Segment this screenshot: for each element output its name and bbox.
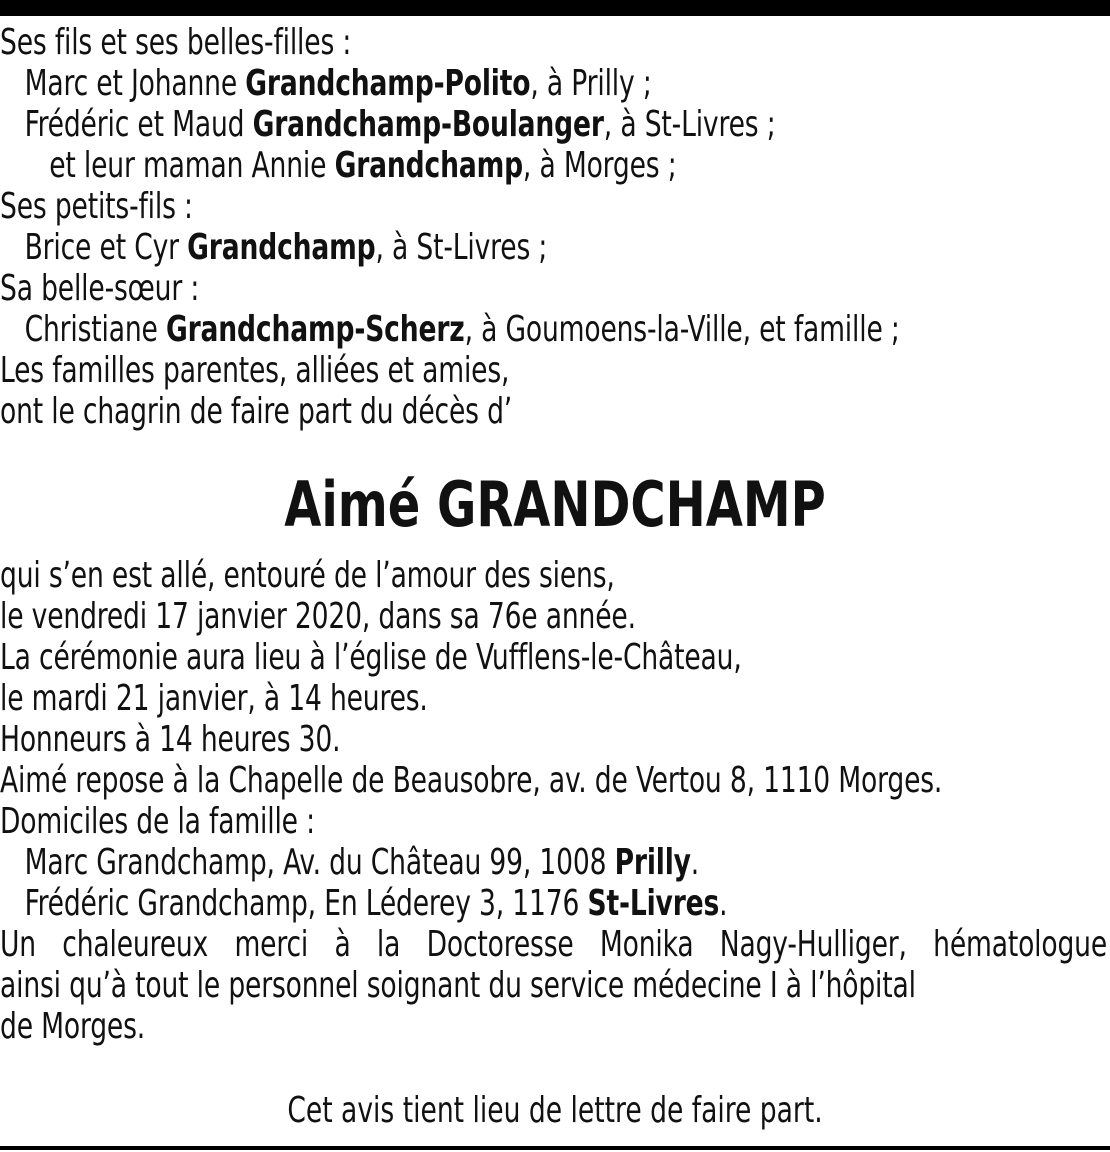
detail-line-4: le mardi 21 janvier, à 14 heures. bbox=[0, 678, 428, 719]
domicile-line-2: Frédéric Grandchamp, En Léderey 3, 1176 St-Livres. bbox=[24, 883, 728, 924]
top-rule bbox=[0, 0, 1110, 16]
footer-note: Cet avis tient lieu de lettre de faire part. bbox=[287, 1090, 823, 1131]
sister-heading: Sa belle-sœur : bbox=[0, 268, 200, 309]
family-line-son1: Marc et Johanne Grandchamp-Polito, à Prilly ; bbox=[24, 63, 652, 104]
domicile-line-1: Marc Grandchamp, Av. du Château 99, 1008 Prilly. bbox=[24, 842, 700, 883]
family-line-sister: Christiane Grandchamp-Scherz, à Goumoens-la-Ville, et famille ; bbox=[24, 309, 900, 350]
detail-line-1: qui s’en est allé, entouré de l’amour des siens, bbox=[0, 555, 615, 596]
domiciles-heading: Domiciles de la famille : bbox=[0, 801, 315, 842]
family-line-son2: Frédéric et Maud Grandchamp-Boulanger, à St-Livres ; bbox=[24, 104, 776, 145]
bottom-rule bbox=[0, 1146, 1110, 1150]
thanks-line-2: ainsi qu’à tout le personnel soignant du service médecine I à l’hôpital bbox=[0, 965, 916, 1006]
sons-heading: Ses fils et ses belles-filles : bbox=[0, 22, 352, 63]
details-section bbox=[0, 555, 1110, 1047]
family-line-mother: et leur maman Annie Grandchamp, à Morges ; bbox=[49, 145, 677, 186]
deceased-name: Aimé GRANDCHAMP bbox=[284, 468, 826, 541]
announce-line: ont le chagrin de faire part du décès d’ bbox=[0, 391, 513, 432]
family-section bbox=[0, 22, 1110, 432]
thanks-line-1: Un chaleureux merci à la Doctoresse Monika Nagy-Hulliger, hématologue bbox=[0, 924, 1107, 965]
detail-line-5: Honneurs à 14 heures 30. bbox=[0, 719, 341, 760]
detail-line-2: le vendredi 17 janvier 2020, dans sa 76e année. bbox=[0, 596, 636, 637]
grandsons-heading: Ses petits-fils : bbox=[0, 186, 193, 227]
family-line-grandsons: Brice et Cyr Grandchamp, à St-Livres ; bbox=[24, 227, 548, 268]
families-line: Les familles parentes, alliées et amies, bbox=[0, 350, 510, 391]
thanks-line-3: de Morges. bbox=[0, 1006, 146, 1047]
detail-line-6: Aimé repose à la Chapelle de Beausobre, av. de Vertou 8, 1110 Morges. bbox=[0, 760, 943, 801]
detail-line-3: La cérémonie aura lieu à l’église de Vufflens-le-Château, bbox=[0, 637, 742, 678]
